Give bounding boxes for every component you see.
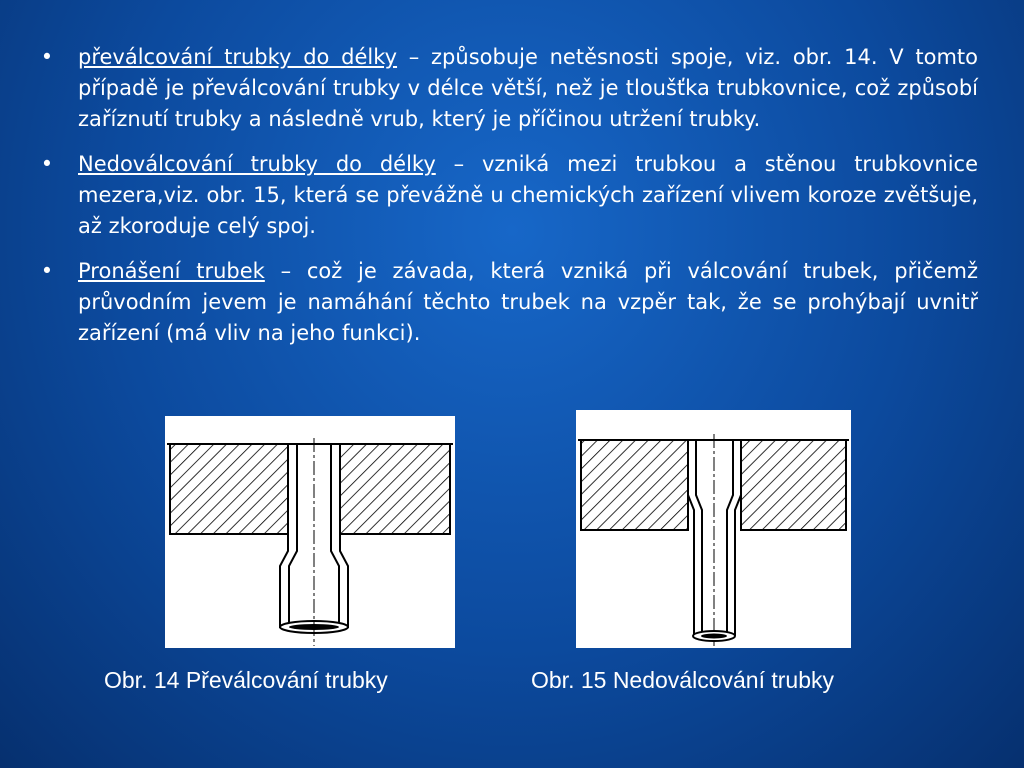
figure-14-overrolled-tube (165, 416, 455, 648)
bullet-item-underrolling (40, 149, 978, 242)
bullet-text: – způsobuje netěsnosti spoje, viz. obr. 14. V tomto případě je převálcování trubky v délce větší, než je tloušťka trubkovnice, což způsobí zaříznutí trubky a následně vrub, který je příčinou utržení trubky. (78, 45, 978, 131)
bullet-text: – což je závada, která vzniká při válcování trubek, přičemž průvodním jevem je namáhání těchto trubek na vzpěr tak, že se prohýbají uvnitř zařízení (má vliv na jeho funkci). (78, 259, 978, 345)
bullet-item-overrolling (40, 42, 978, 135)
tube-overrolled-drawing (165, 416, 455, 648)
bullet-term: Nedoválcování trubky do délky (78, 152, 436, 176)
bullet-list (40, 42, 978, 363)
figure-14-caption: Obr. 14 Převálcování trubky (104, 667, 388, 693)
bullet-term: převálcování trubky do délky (78, 45, 398, 69)
bullet-item-sagging (40, 256, 978, 349)
bullet-dot: • (40, 45, 54, 69)
bullet-dot: • (40, 152, 54, 176)
figure-15-caption: Obr. 15 Nedoválcování trubky (531, 667, 834, 693)
bullet-dot: • (40, 259, 54, 283)
bullet-term: Pronášení trubek (78, 259, 265, 283)
figure-15-underrolled-tube (576, 410, 851, 648)
bullet-text: – vzniká mezi trubkou a stěnou trubkovnice mezera,viz. obr. 15, která se převážně u chemických zařízení vlivem koroze zvětšuje, až zkoroduje celý spoj. (78, 152, 978, 238)
tube-underrolled-drawing (576, 410, 851, 648)
